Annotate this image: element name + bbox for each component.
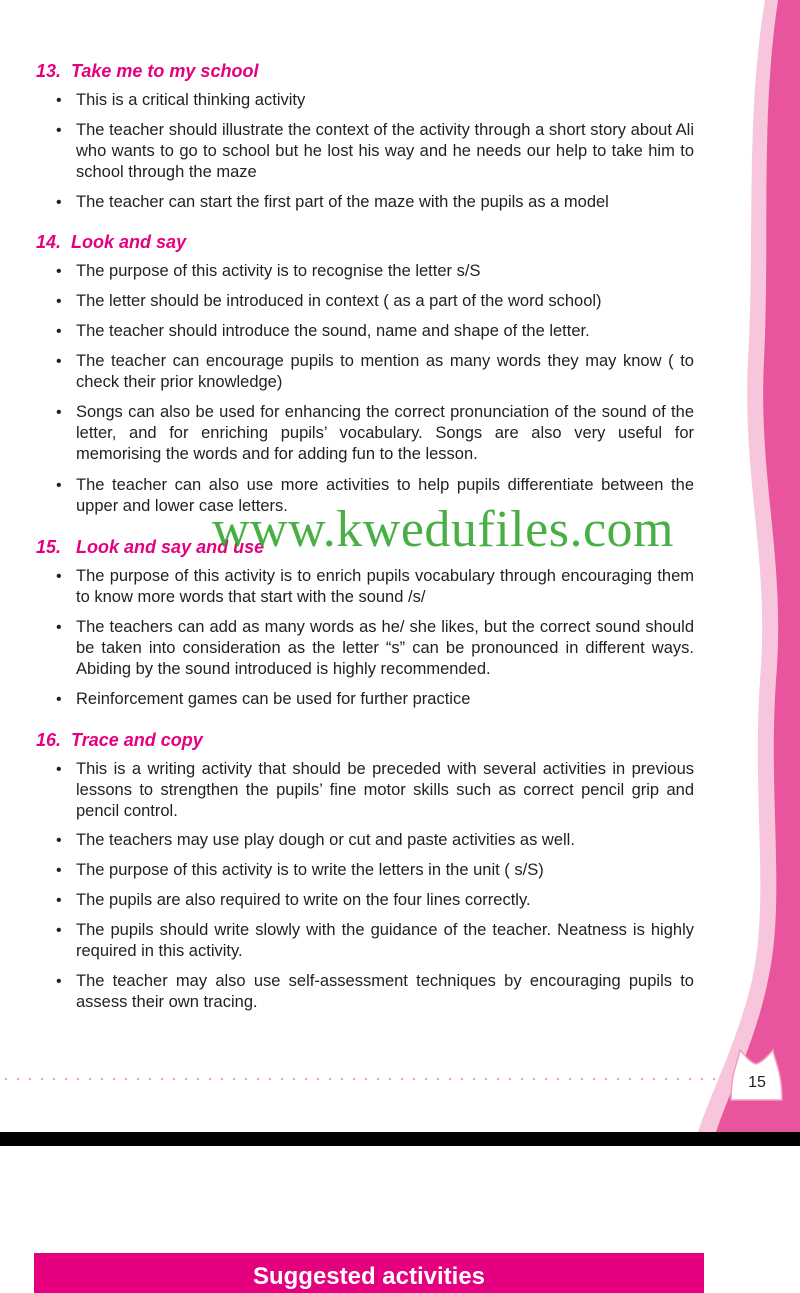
bullet-item: • The pupils should write slowly with the guidance of the teacher. Neatness is highly required in this activity. xyxy=(76,920,694,962)
bullet-item: • The teacher can also use more activities to help pupils differentiate between the upper and lower case letters. xyxy=(76,475,694,517)
page-number: 15 xyxy=(748,1074,766,1091)
bullet-item: • This is a critical thinking activity xyxy=(76,90,694,111)
section-title: Take me to my school xyxy=(71,61,259,81)
section-number: 13. xyxy=(36,61,62,81)
section-number: 16. xyxy=(36,730,62,750)
bullet-item: • The teacher can encourage pupils to mention as many words they may know ( to check their prior knowledge) xyxy=(76,351,694,393)
bullet-item: • The teacher should introduce the sound, name and shape of the letter. xyxy=(76,321,694,342)
bullet-item: • The teacher can start the first part of the maze with the pupils as a model xyxy=(76,192,694,213)
bullet-item: • The teachers can add as many words as he/ she likes, but the correct sound should be taken into consideration as the letter “s” can be pronounced in different ways. Abiding by the sound introduced is highly recommended. xyxy=(76,617,694,680)
section-title: Trace and copy xyxy=(71,730,203,750)
bullet-item: • Reinforcement games can be used for further practice xyxy=(76,689,694,710)
dotted-footer-rule xyxy=(0,1078,718,1080)
bullet-item: • The teachers may use play dough or cut and paste activities as well. xyxy=(76,830,694,851)
section-heading-13 xyxy=(36,61,258,82)
bullet-item: • The purpose of this activity is to recognise the letter s/S xyxy=(76,261,694,282)
page-separator-bar xyxy=(0,1132,800,1146)
watermark-text: www.kwedufiles.com xyxy=(212,501,674,558)
section-number: 14. xyxy=(36,232,62,252)
banner-title: Suggested activities xyxy=(252,1263,486,1290)
bullet-item: • The purpose of this activity is to write the letters in the unit ( s/S) xyxy=(76,860,694,881)
bullet-item: • The purpose of this activity is to enrich pupils vocabulary through encouraging them to know more words that start with the sound /s/ xyxy=(76,566,694,608)
section-heading-14 xyxy=(36,232,186,253)
bullet-item: • The teacher may also use self-assessment techniques by encouraging pupils to assess their own tracing. xyxy=(76,971,694,1013)
section-title: Look and say xyxy=(71,232,187,252)
next-page-banner xyxy=(34,1253,704,1293)
bullet-item: • This is a writing activity that should be preceded with several activities in previous lessons to strengthen the pupils’ fine motor skills such as correct pencil grip and pencil control. xyxy=(76,759,694,822)
bullet-item: • The letter should be introduced in context ( as a part of the word school) xyxy=(76,291,694,312)
bullet-item: • Songs can also be used for enhancing the correct pronunciation of the sound of the letter, and for enriching pupils’ vocabulary. Songs are also very useful for memorising the words and for adding fun to the lesson. xyxy=(76,402,694,465)
section-title: Look and say and use xyxy=(76,537,265,557)
bullet-item: • The teacher should illustrate the context of the activity through a short story about Ali who wants to go to school but he lost his way and he needs our help to take him to school through the maze xyxy=(76,120,694,183)
section-number: 15. xyxy=(36,537,62,557)
section-heading-16 xyxy=(36,730,203,751)
bullet-item: • The pupils are also required to write on the four lines correctly. xyxy=(76,890,694,911)
